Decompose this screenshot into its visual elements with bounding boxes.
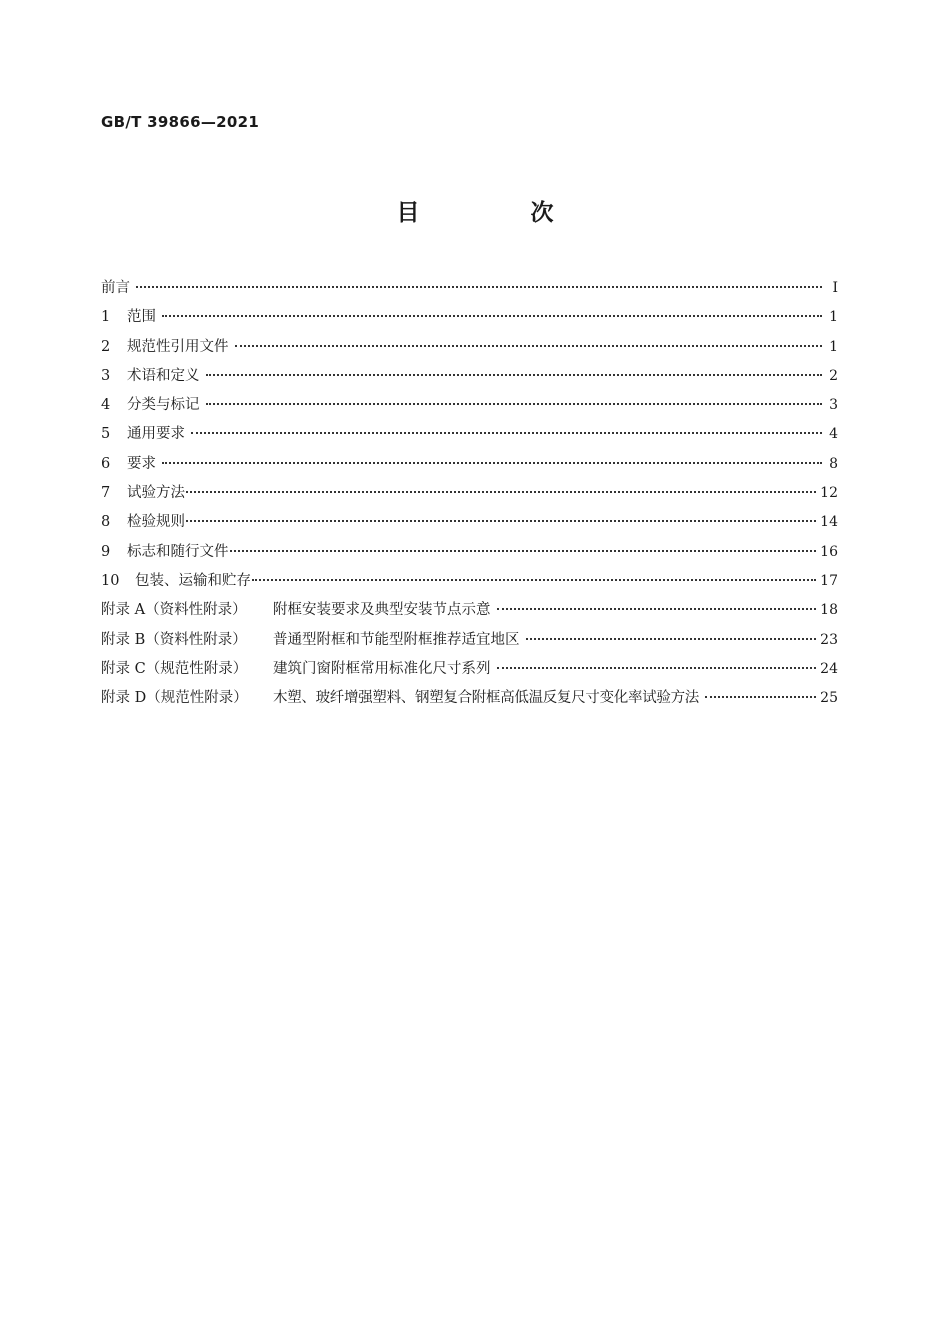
toc-entry-label: 规范性引用文件 [127,338,229,355]
toc-entry-page: 3 [829,397,838,414]
toc-entry-page: 17 [820,572,838,589]
toc-entry-page: 24 [820,660,838,677]
toc-entry[interactable] [101,598,838,627]
toc-entry-number: 7 [101,485,111,502]
toc-entry[interactable] [101,540,838,569]
dot-leader [206,402,823,405]
toc-entry[interactable] [101,481,838,510]
dot-leader [186,490,816,493]
dot-leader [162,461,822,464]
toc-entry-label: 分类与标记 [127,397,200,414]
toc-entry-label: 范围 [127,309,156,326]
dot-leader [162,314,822,317]
dot-leader [252,578,816,581]
toc-entry[interactable] [101,657,838,686]
toc-entry-label: 前言 [101,280,130,296]
toc-entry-page: 8 [829,455,838,472]
dot-leader [186,519,816,522]
toc-entry-number: 附录 B（资料性附录） [101,631,247,648]
toc-entry-label: 通用要求 [127,426,185,443]
toc-entry-label: 检验规则 [127,514,185,531]
toc-entry-label: 标志和随行文件 [127,543,229,560]
toc-entry-number: 附录 A（资料性附录） [101,602,247,619]
dot-leader [526,637,817,640]
toc-entry-page: 14 [820,514,838,531]
toc-entry-label: 要求 [127,455,156,472]
toc-entry-page: 4 [829,426,838,443]
toc-entry-page: 18 [820,602,838,619]
standard-code: GB/T 39866—2021 [101,113,260,131]
dot-leader [136,285,822,288]
toc-entry-number: 2 [101,338,111,355]
toc-entry-number: 6 [101,455,111,472]
toc-entry-number: 附录 D（规范性附录） [101,690,248,707]
table-of-contents [101,276,838,715]
toc-entry-page: Ⅰ [832,280,838,296]
toc-entry-label: 术语和定义 [127,367,200,384]
toc-entry-number: 10 [101,572,120,589]
page-title: 目 次 [396,200,598,226]
dot-leader [497,666,817,669]
toc-entry-number: 1 [101,309,111,326]
toc-entry-label: 附框安装要求及典型安装节点示意 [273,602,491,619]
toc-entry-page: 2 [829,367,838,384]
toc-entry-page: 23 [820,631,838,648]
toc-entry-number: 8 [101,514,111,531]
toc-entry-label: 普通型附框和节能型附框推荐适宜地区 [273,631,520,648]
dot-leader [206,373,823,376]
dot-leader [191,431,822,434]
toc-entry-number: 4 [101,397,111,414]
toc-entry-label: 试验方法 [127,485,185,502]
dot-leader [497,607,817,610]
toc-entry-number: 5 [101,426,111,443]
toc-entry-label: 木塑、玻纤增强塑料、钢塑复合附框高低温反复尺寸变化率试验方法 [273,690,699,707]
toc-entry-page: 25 [820,690,838,707]
toc-entry-page: 16 [820,543,838,560]
dot-leader [705,695,816,698]
dot-leader [230,549,817,552]
toc-entry-label: 包装、运输和贮存 [135,572,251,589]
toc-entry-page: 1 [829,309,838,326]
toc-entry[interactable] [101,510,838,539]
toc-entry[interactable] [101,569,838,598]
toc-entry[interactable] [101,305,838,334]
toc-entry[interactable] [101,422,838,451]
toc-entry[interactable] [101,364,838,393]
toc-entry[interactable] [101,686,838,715]
toc-entry-page: 1 [829,338,838,355]
toc-entry-number: 3 [101,367,111,384]
dot-leader [235,344,823,347]
toc-entry-label: 建筑门窗附框常用标准化尺寸系列 [273,660,491,677]
toc-entry[interactable] [101,452,838,481]
toc-entry-number: 9 [101,543,111,560]
toc-entry-page: 12 [820,485,838,502]
toc-entry-number: 附录 C（规范性附录） [101,660,248,677]
toc-entry[interactable] [101,393,838,422]
toc-entry[interactable] [101,628,838,657]
toc-entry[interactable] [101,335,838,364]
toc-entry[interactable] [101,276,838,305]
